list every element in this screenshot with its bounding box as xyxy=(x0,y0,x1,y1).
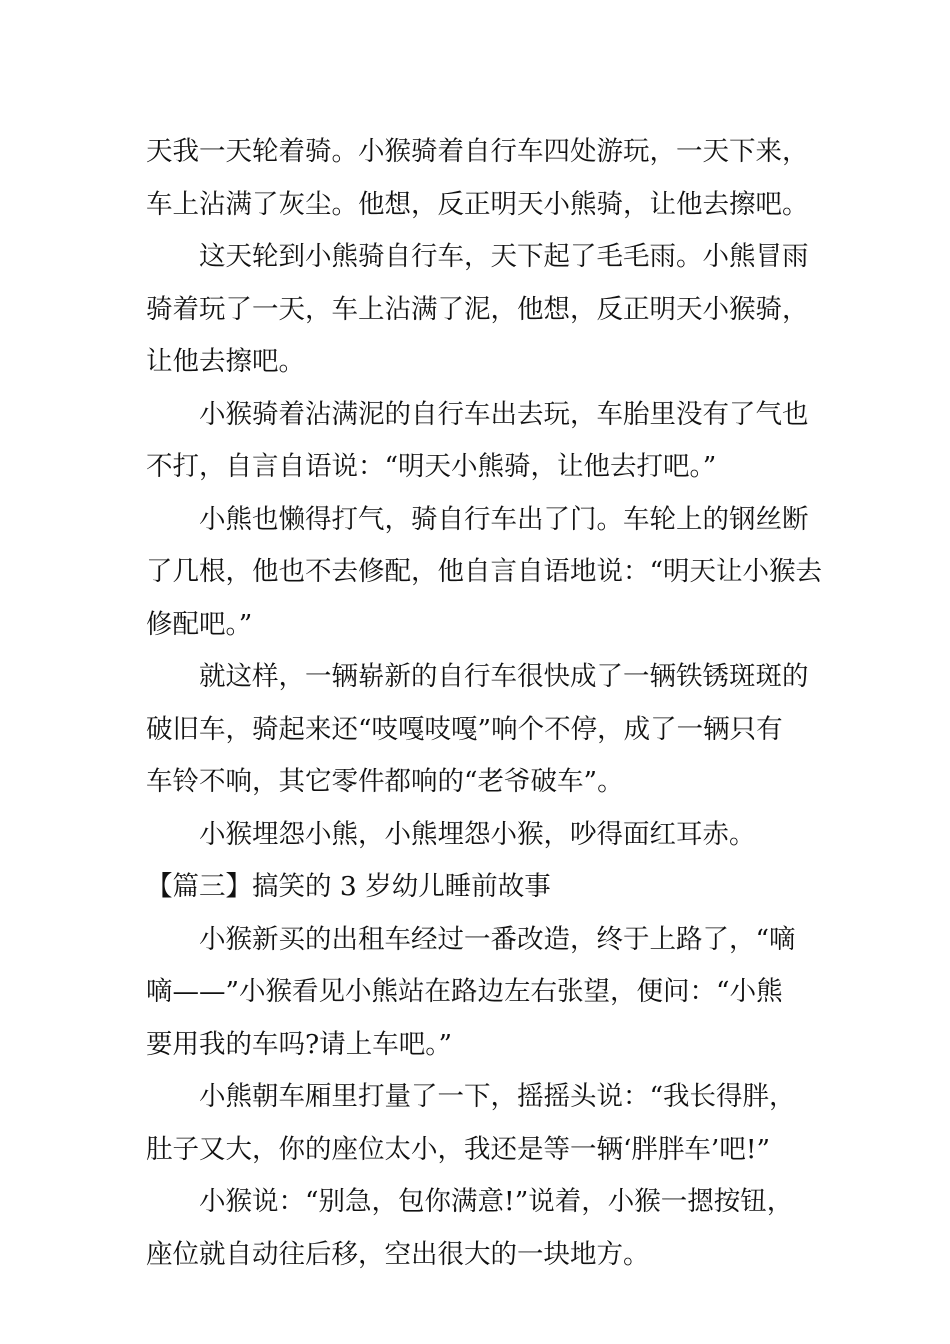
paragraph-7 xyxy=(146,914,808,1072)
text-line: 破旧车，骑起来还“吱嘎吱嘎”响个不停，成了一辆只有 xyxy=(146,713,783,745)
paragraph-9 xyxy=(146,1176,808,1281)
text-line: 嘀——”小猴看见小熊站在路边左右张望，便问：“小熊 xyxy=(146,976,783,1007)
paragraph-1 xyxy=(146,126,808,231)
text-line: 就这样，一辆崭新的自行车很快成了一辆铁锈斑斑的 xyxy=(199,661,809,692)
text-line: 小猴说：“别急，包你满意!”说着，小猴一摁按钮， xyxy=(199,1186,794,1217)
text-line: 小猴新买的出租车经过一番改造，终于上路了，“嘀 xyxy=(199,923,796,955)
story-text-column xyxy=(146,126,823,1281)
text-line: 小猴埋怨小熊，小熊埋怨小猴，吵得面红耳赤。 xyxy=(199,818,756,850)
text-line: 骑着玩了一天，车上沾满了泥，他想，反正明天小猴骑， xyxy=(146,293,809,325)
text-line: 车上沾满了灰尘。他想，反正明天小熊骑，让他去擦吧。 xyxy=(146,188,809,220)
text-line: 不打，自言自语说：“明天小熊骑，让他去打吧。” xyxy=(146,451,717,482)
text-line: 小熊也懒得打气，骑自行车出了门。车轮上的钢丝断 xyxy=(199,503,809,535)
section-heading: 【篇三】搞笑的 3 岁幼儿睡前故事 xyxy=(146,871,551,902)
text-line: 小猴骑着沾满泥的自行车出去玩，车胎里没有了气也 xyxy=(199,398,809,430)
text-line: 这天轮到小熊骑自行车，天下起了毛毛雨。小熊冒雨 xyxy=(199,241,809,272)
text-line: 座位就自动往后移，空出很大的一块地方。 xyxy=(146,1238,650,1270)
text-line: 小熊朝车厢里打量了一下，摇摇头说：“我长得胖， xyxy=(199,1081,796,1112)
text-line: 修配吧。” xyxy=(146,608,253,640)
text-line: 让他去擦吧。 xyxy=(146,346,305,377)
paragraph-2 xyxy=(146,231,808,389)
paragraph-3 xyxy=(146,389,808,494)
text-line: 肚子又大，你的座位太小，我还是等一辆‘胖胖车’吧!” xyxy=(146,1133,771,1165)
paragraph-5 xyxy=(146,651,808,809)
paragraph-8 xyxy=(146,1071,808,1176)
text-line: 了几根，他也不去修配，他自言自语地说：“明天让小猴去 xyxy=(146,556,823,587)
text-line: 天我一天轮着骑。小猴骑着自行车四处游玩，一天下来， xyxy=(146,136,809,167)
paragraph-4 xyxy=(146,494,823,652)
text-line: 车铃不响，其它零件都响的“老爷破车”。 xyxy=(146,766,624,797)
text-line: 要用我的车吗?请上车吧。” xyxy=(146,1028,453,1060)
paragraph-6 xyxy=(146,809,808,862)
